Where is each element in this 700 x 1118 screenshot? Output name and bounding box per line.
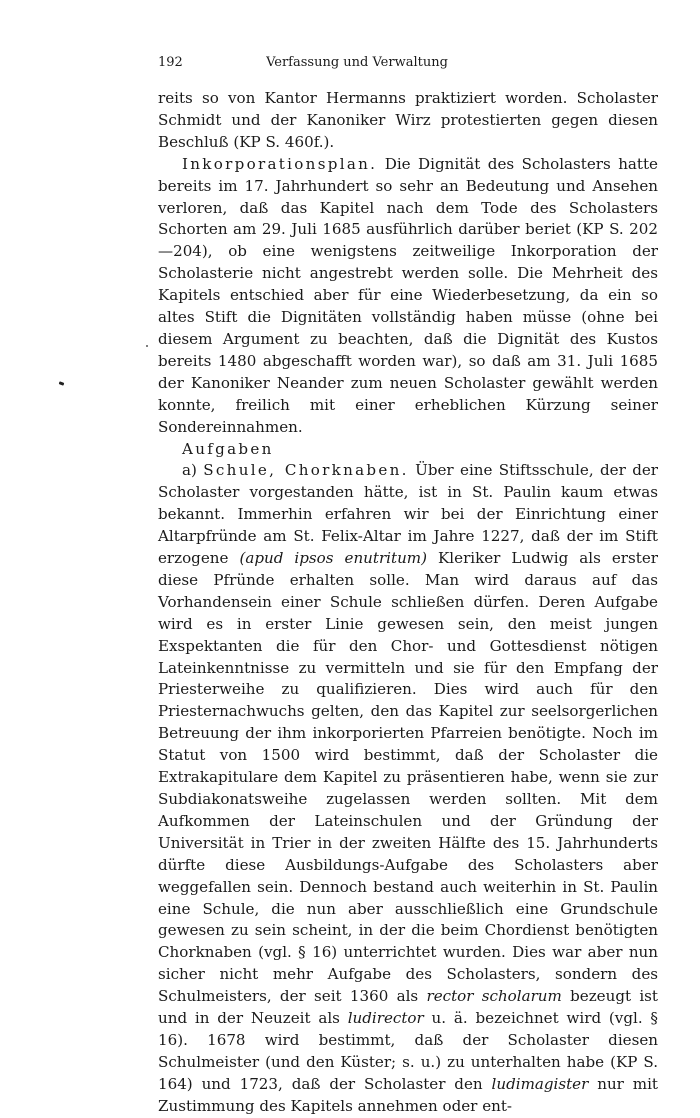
page-body xyxy=(158,88,658,1118)
paragraph-text: Die Dignität des Scholasters hatte bereits im 17. Jahrhundert so sehr an Bedeutung und Ansehen verloren, daß das Kapitel nach dem Tode des Scholasters Schorten am 29. Juli 1685 ausführlich darüber beriet (KP S. 202—204), ob eine wenigstens zeitweilige Inkorporation der Scholasterie nicht angestrebt werden solle. Die Mehrheit des Kapitels entschied aber für eine Wiederbesetzung, da ein so altes Stift die Dignitäten vollständig haben müsse (ohne bei diesem Argument zu beachten, daß die Dignität des Kustos bereits 1480 abgeschafft worden war), so daß am 31. Juli 1685 der Kanoniker Neander zum neuen Scholaster gewählt werden konnte, freilich mit einer erheblichen Kürzung seiner Sondereinnahmen. xyxy=(158,154,658,436)
inline-heading-inkorporationsplan: Inkorporationsplan. xyxy=(182,154,378,173)
latin-term: rector scholarum xyxy=(426,987,562,1006)
latin-term: ludirector xyxy=(347,1009,424,1028)
list-marker: a) xyxy=(182,461,204,480)
inline-heading-schule: Schule, Chorknaben. xyxy=(203,461,409,480)
page-number: 192 xyxy=(158,55,183,70)
page-header xyxy=(158,55,556,75)
running-title: Verfassung und Verwaltung xyxy=(266,55,448,70)
stray-ink-mark xyxy=(59,381,65,386)
section-heading-aufgaben: Aufgaben xyxy=(182,439,274,458)
paragraph-text: Kleriker Ludwig als erster diese Pfründe erhalten solle. Man wird daraus auf das Vorhandensein einer Schule schließen dürfen. Deren Aufgabe wird es in erster Linie gewesen sein, den meist jungen Exspektanten die für den Chor- und Gottesdienst nötigen Lateinkenntnisse zu vermitteln und sie für den Empfang der Priesterweihe zu qualifizieren. Dies wird auch für den Priesternachwuchs gelten, den das Kapitel zur seelsorgerlichen Betreuung der ihm inkorporierten Pfarreien benötigte. Noch im Statut von 1500 wird bestimmt, daß der Scholaster die Extrakapitulare dem Kapitel zu präsentieren habe, wenn sie zur Subdiakonatsweihe zugelassen werden sollten. Mit dem Aufkommen der Lateinschulen und der Gründung der Universität in Trier in der zweiten Hälfte des 15. Jahrhunderts dürfte diese Ausbildungs-Aufgabe des Scholasters aber weggefallen sein. Dennoch bestand auch weiterhin in St. Paulin eine Schule, die nun aber ausschließlich eine Grundschule gewesen zu sein scheint, in der die beim Chordienst benötigten Chorknaben (vgl. § 16) unterrichtet wurden. Dies war aber nun sicher nicht mehr Aufgabe des Scholasters, sondern des Schulmeisters, der seit 1360 als xyxy=(158,549,658,1006)
stray-ink-dot xyxy=(146,345,148,347)
paragraph-text: u. ä. bezeichnet wird (vgl. § 16). 1678 wird bestimmt, daß der Scholaster diesen Schulmeister (und den Küster; s. u.) zu unterhalten habe (KP S. 164) und 1723, daß der Scholaster den xyxy=(158,1009,658,1093)
paragraph-schule xyxy=(158,460,658,1117)
latin-phrase: (apud ipsos enutritum) xyxy=(239,549,427,568)
paragraph-inkorporationsplan xyxy=(158,154,658,439)
paragraph-continuation: reits so von Kantor Hermanns praktiziert worden. Scholaster Schmidt und der Kanoniker Wirz protestierten gegen diesen Beschluß (KP S. 460f.). xyxy=(158,89,658,151)
latin-term: ludimagister xyxy=(491,1074,589,1093)
paragraph-text: nur mit Zustimmung des Kapitels annehmen oder ent- xyxy=(158,1074,658,1115)
paragraph-text: bezeugt ist und in der Neuzeit als xyxy=(158,987,658,1028)
paragraph-text: Über eine Stiftsschule, der der Scholaster vorgestanden hätte, ist in St. Paulin kaum etwas bekannt. Immerhin erfahren wir bei der Einrichtung einer Altarpfründe am St. Felix-Altar im Jahre 1227, daß der im Stift erzogene xyxy=(158,461,659,568)
